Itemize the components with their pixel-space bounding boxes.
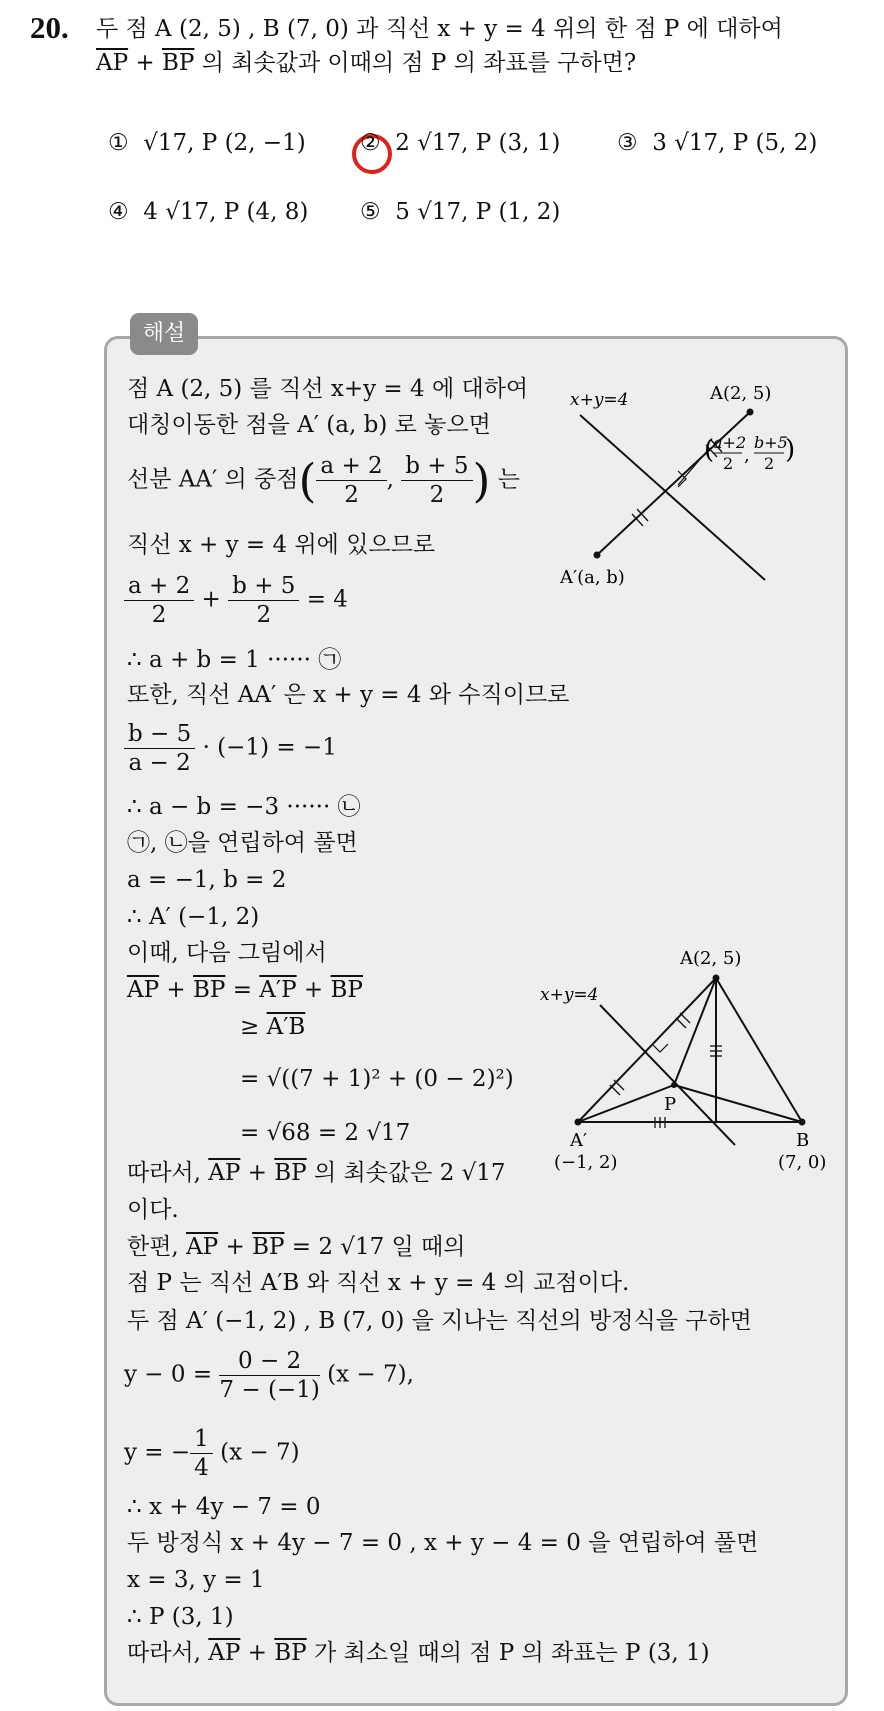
point-a <box>713 975 720 982</box>
solution-line: ㉠, ㉡을 연립하여 풀면 <box>127 830 358 856</box>
segment-a-p <box>674 978 716 1085</box>
solution-text: (x − 7), <box>327 1361 414 1388</box>
option-text: 4 √17, P (4, 8) <box>143 199 309 225</box>
fraction: $\frac{b + 5}{2}$ <box>228 572 299 629</box>
solution-text: = 4 <box>306 586 348 613</box>
point-b-coord: (7, 0) <box>778 1152 827 1173</box>
line-label: x+y=4 <box>570 390 629 410</box>
point-a-prime <box>594 552 601 559</box>
solution-line: 두 점 A′ (−1, 2) , B (7, 0) 을 지나는 직선의 방정식을 구하면 <box>127 1308 752 1334</box>
equation-line <box>124 1347 414 1404</box>
point-a-prime-label: A′ <box>570 1130 588 1151</box>
option-number: ④ <box>108 199 129 225</box>
segment-bp: $\overline{BP}$ <box>274 1160 307 1186</box>
option-text: 2 √17, P (3, 1) <box>395 130 561 156</box>
solution-line: 따라서, $\overline{AP} + \overline{BP}$ 의 최솟값은 2 √17 <box>127 1160 506 1186</box>
segment-ap: $\overline{AP}$ <box>208 1160 241 1186</box>
solution-line: ∴ a + b = 1 ······ ㉠ <box>127 647 342 673</box>
fraction: $\frac{a + 2}{2}$ <box>124 572 194 629</box>
point-b <box>799 1119 806 1126</box>
point-a-prime-label: A′(a, b) <box>560 567 625 588</box>
option-4[interactable] <box>108 199 308 225</box>
question-line-1: 두 점 A (2, 5) , B (7, 0) 과 직선 x + y = 4 위의 한 점 P 에 대하여 <box>96 16 783 42</box>
segment-ap: $\overline{AP}$ <box>186 1234 219 1260</box>
solution-line: 이다. <box>127 1197 179 1223</box>
plus-sign: + <box>128 50 162 76</box>
question-line-2 <box>96 48 636 78</box>
solution-text: 는 <box>490 466 521 493</box>
midpoint-num-2: b+5 <box>754 433 788 452</box>
question-number: 20. <box>30 10 69 45</box>
segment-ap: $\overline{AP}$ <box>127 977 160 1003</box>
right-angle-mark <box>652 1044 668 1052</box>
fraction: $\frac{b + 5}{2}$ <box>401 452 472 509</box>
midpoint-line: 선분 AA′ 의 중점( $\frac{a + 2}{2}$ , $\frac{b + 5}{2}$ ) 는 <box>127 453 521 508</box>
fraction: $\frac{a + 2}{2}$ <box>316 452 386 509</box>
solution-line: 두 방정식 x + 4y − 7 = 0 , x + y − 4 = 0 을 연립하여 풀면 <box>127 1530 759 1556</box>
segment-a-prime-p: A′P <box>259 977 297 1003</box>
solution-text: (x − 7) <box>220 1439 300 1466</box>
solution-line: a = −1, b = 2 <box>127 867 287 893</box>
option-3[interactable] <box>617 130 817 156</box>
solution-line: = √((7 + 1)² + (0 − 2)²) <box>240 1066 514 1092</box>
fraction: $\frac{1}{4}$ <box>190 1425 213 1482</box>
solution-line: 대칭이동한 점을 A′ (a, b) 로 놓으면 <box>127 412 491 438</box>
inequality-line: $\overline{AP} + \overline{BP} = A'P + \overline{BP}$ <box>127 977 363 1003</box>
point-a-label: A(2, 5) <box>710 383 772 404</box>
solution-text: 선분 AA′ 의 중점 <box>127 466 299 493</box>
point-a-label: A(2, 5) <box>680 948 742 969</box>
solution-text: y = − <box>124 1439 191 1466</box>
solution-line: ∴ a − b = −3 ······ ㉡ <box>127 794 361 820</box>
line-label: x+y=4 <box>540 985 599 1005</box>
solution-line: 이때, 다음 그림에서 <box>127 940 327 966</box>
solution-text: 따라서, <box>127 1160 209 1186</box>
point-p-label: P <box>664 1094 677 1115</box>
question-line-2-rest: 의 최솟값과 이때의 점 P 의 좌표를 구하면? <box>194 50 637 76</box>
option-1[interactable] <box>108 130 306 156</box>
tick-mark <box>610 1085 620 1095</box>
option-number: ① <box>108 130 129 156</box>
point-a-prime <box>575 1119 582 1126</box>
tick-mark <box>614 1080 624 1090</box>
option-number: ② <box>360 130 381 156</box>
inequality-line <box>240 1012 305 1042</box>
solution-line: 점 P 는 직선 A′B 와 직선 x + y = 4 의 교점이다. <box>127 1270 630 1296</box>
equation-line <box>124 1425 300 1482</box>
solution-text: · (−1) = −1 <box>202 734 337 761</box>
tick-mark <box>676 1018 686 1028</box>
option-text: 5 √17, P (1, 2) <box>395 199 561 225</box>
segment-a-prime-b: A′B <box>266 1014 306 1040</box>
fraction: $\frac{0 - 2}{7 - (-1)}$ <box>219 1348 320 1403</box>
midpoint-num-1: a+2 <box>713 433 747 452</box>
paren-right: ) <box>785 435 796 465</box>
segment-bp: $\overline{BP}$ <box>162 50 195 76</box>
minimum-distance-diagram <box>540 940 840 1180</box>
solution-text: 의 최솟값은 2 √17 <box>306 1160 506 1186</box>
solution-line: 점 A (2, 5) 를 직선 x+y = 4 에 대하여 <box>127 376 529 402</box>
option-5[interactable] <box>360 199 560 225</box>
solution-text: 한편, <box>127 1234 187 1260</box>
solution-line: 직선 x + y = 4 위에 있으므로 <box>127 532 436 558</box>
solution-line: 한편, $\overline{AP} + \overline{BP} = 2$ √17 일 때의 <box>127 1234 466 1260</box>
line-x-plus-y-4 <box>600 1005 735 1145</box>
solution-text: ≥ <box>240 1014 267 1040</box>
solution-line: x = 3, y = 1 <box>127 1567 265 1593</box>
solution-tag: 해설 <box>130 313 198 355</box>
solution-line: ∴ P (3, 1) <box>127 1604 234 1630</box>
segment-bp: $\overline{BP}$ <box>330 977 363 1003</box>
option-text: 3 √17, P (5, 2) <box>652 130 818 156</box>
midpoint-den-2: 2 <box>764 454 775 473</box>
option-2[interactable] <box>360 130 560 156</box>
solution-text: 가 최소일 때의 점 P 의 좌표는 P (3, 1) <box>306 1640 710 1666</box>
segment-ap: $\overline{AP}$ <box>96 50 129 76</box>
equation-line: $\frac{a + 2}{2}$ + $\frac{b + 5}{2}$ = 4 <box>124 572 348 629</box>
solution-text: 따라서, <box>127 1640 209 1666</box>
segment-bp: $\overline{BP}$ <box>252 1234 285 1260</box>
equation-line <box>124 720 337 777</box>
segment-a-prime-a <box>578 978 716 1122</box>
solution-line: 또한, 직선 AA′ 은 x + y = 4 와 수직이므로 <box>127 682 570 708</box>
solution-line: ∴ x + 4y − 7 = 0 <box>127 1494 321 1520</box>
solution-line: 따라서, $\overline{AP} + \overline{BP}$ 가 최소일 때의 점 P 의 좌표는 P (3, 1) <box>127 1640 710 1666</box>
option-number: ⑤ <box>360 199 381 225</box>
segment-a-prime-p <box>578 1085 677 1122</box>
segment-bp: $\overline{BP}$ <box>193 977 226 1003</box>
fraction: $\frac{b - 5}{a - 2}$ <box>124 720 195 777</box>
solution-text: y − 0 = <box>124 1361 213 1388</box>
point-a <box>747 409 754 416</box>
comma: , <box>744 445 750 466</box>
solution-line: ∴ A′ (−1, 2) <box>127 904 260 930</box>
solution-line: = √68 = 2 √17 <box>240 1120 411 1146</box>
option-text: √17, P (2, −1) <box>143 130 306 156</box>
reflection-diagram <box>560 375 840 605</box>
segment-bp: $\overline{BP}$ <box>274 1640 307 1666</box>
segment-ap: $\overline{AP}$ <box>208 1640 241 1666</box>
paren-left: ( <box>704 435 715 465</box>
midpoint-den-1: 2 <box>723 454 734 473</box>
tick-mark <box>680 1013 690 1023</box>
point-p <box>671 1082 677 1088</box>
point-a-prime-coord: (−1, 2) <box>554 1152 618 1173</box>
solution-text: = 2 √17 일 때의 <box>284 1234 466 1260</box>
point-b-label: B <box>796 1130 810 1151</box>
option-number: ③ <box>617 130 638 156</box>
